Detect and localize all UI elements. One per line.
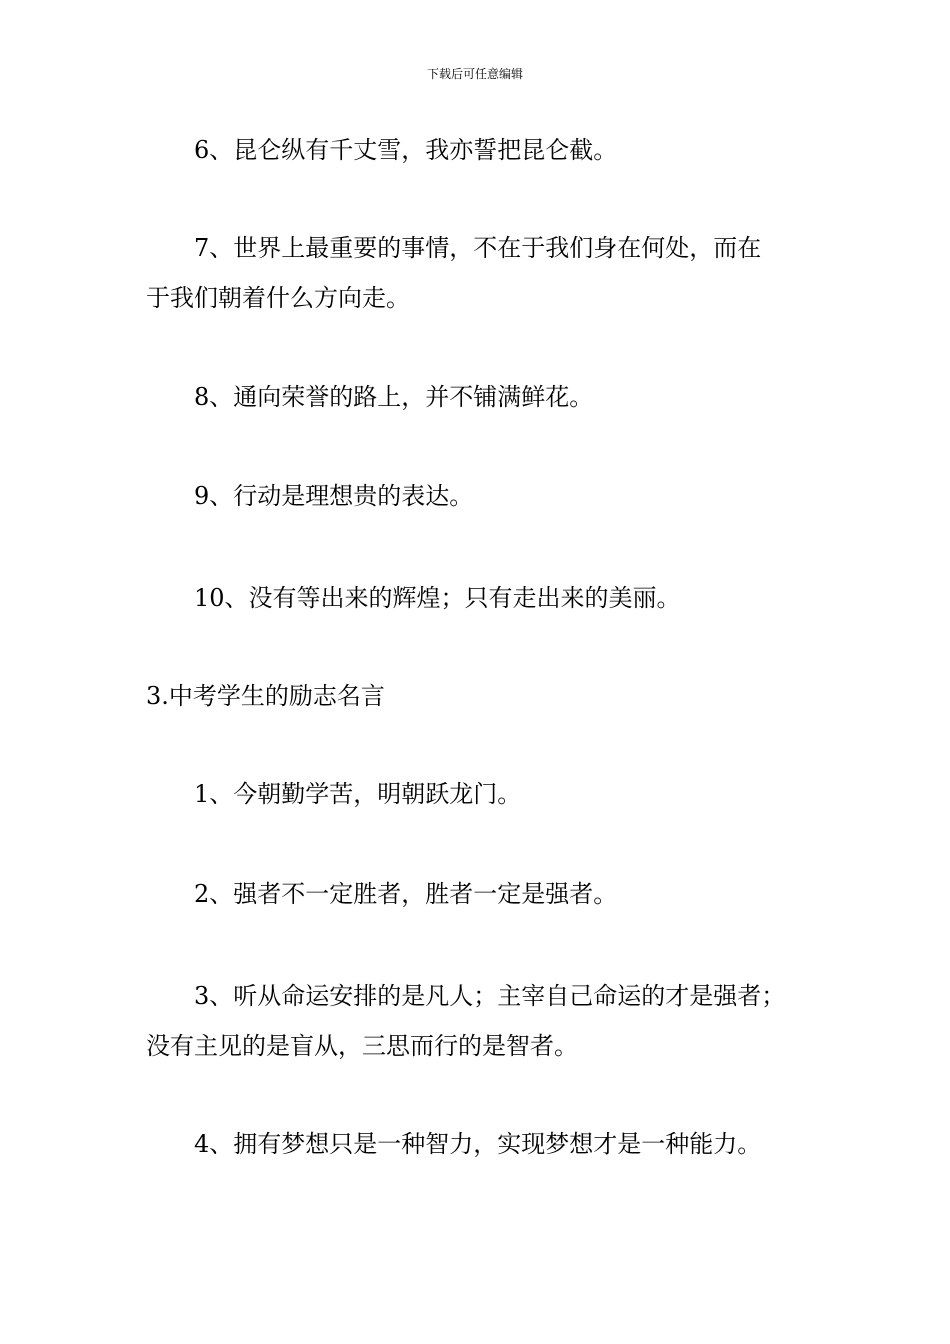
- quote-item-7-line-1: 7、世界上最重要的事情，不在于我们身在何处，而在: [194, 234, 762, 262]
- section-quote-4: 4、拥有梦想只是一种智力，实现梦想才是一种能力。: [194, 1130, 762, 1158]
- section-quote-3-line-1: 3、听从命运安排的是凡人；主宰自己命运的才是强者；: [194, 982, 786, 1010]
- section-quote-2: 2、强者不一定胜者，胜者一定是强者。: [194, 880, 618, 908]
- quote-item-8: 8、通向荣誉的路上，并不铺满鲜花。: [194, 383, 594, 411]
- section-quote-3-line-2: 没有主见的是盲从，三思而行的是智者。: [146, 1032, 578, 1060]
- quote-item-6: 6、昆仑纵有千丈雪，我亦誓把昆仑截。: [194, 136, 618, 164]
- quote-item-10: 10、没有等出来的辉煌；只有走出来的美丽。: [194, 584, 681, 612]
- section-quote-1: 1、今朝勤学苦，明朝跃龙门。: [194, 780, 522, 808]
- quote-item-9: 9、行动是理想贵的表达。: [194, 482, 474, 510]
- page-header: 下载后可任意编辑: [426, 67, 523, 81]
- quote-item-7-line-2: 于我们朝着什么方向走。: [146, 284, 410, 312]
- section-heading: 3.中考学生的励志名言: [146, 682, 385, 710]
